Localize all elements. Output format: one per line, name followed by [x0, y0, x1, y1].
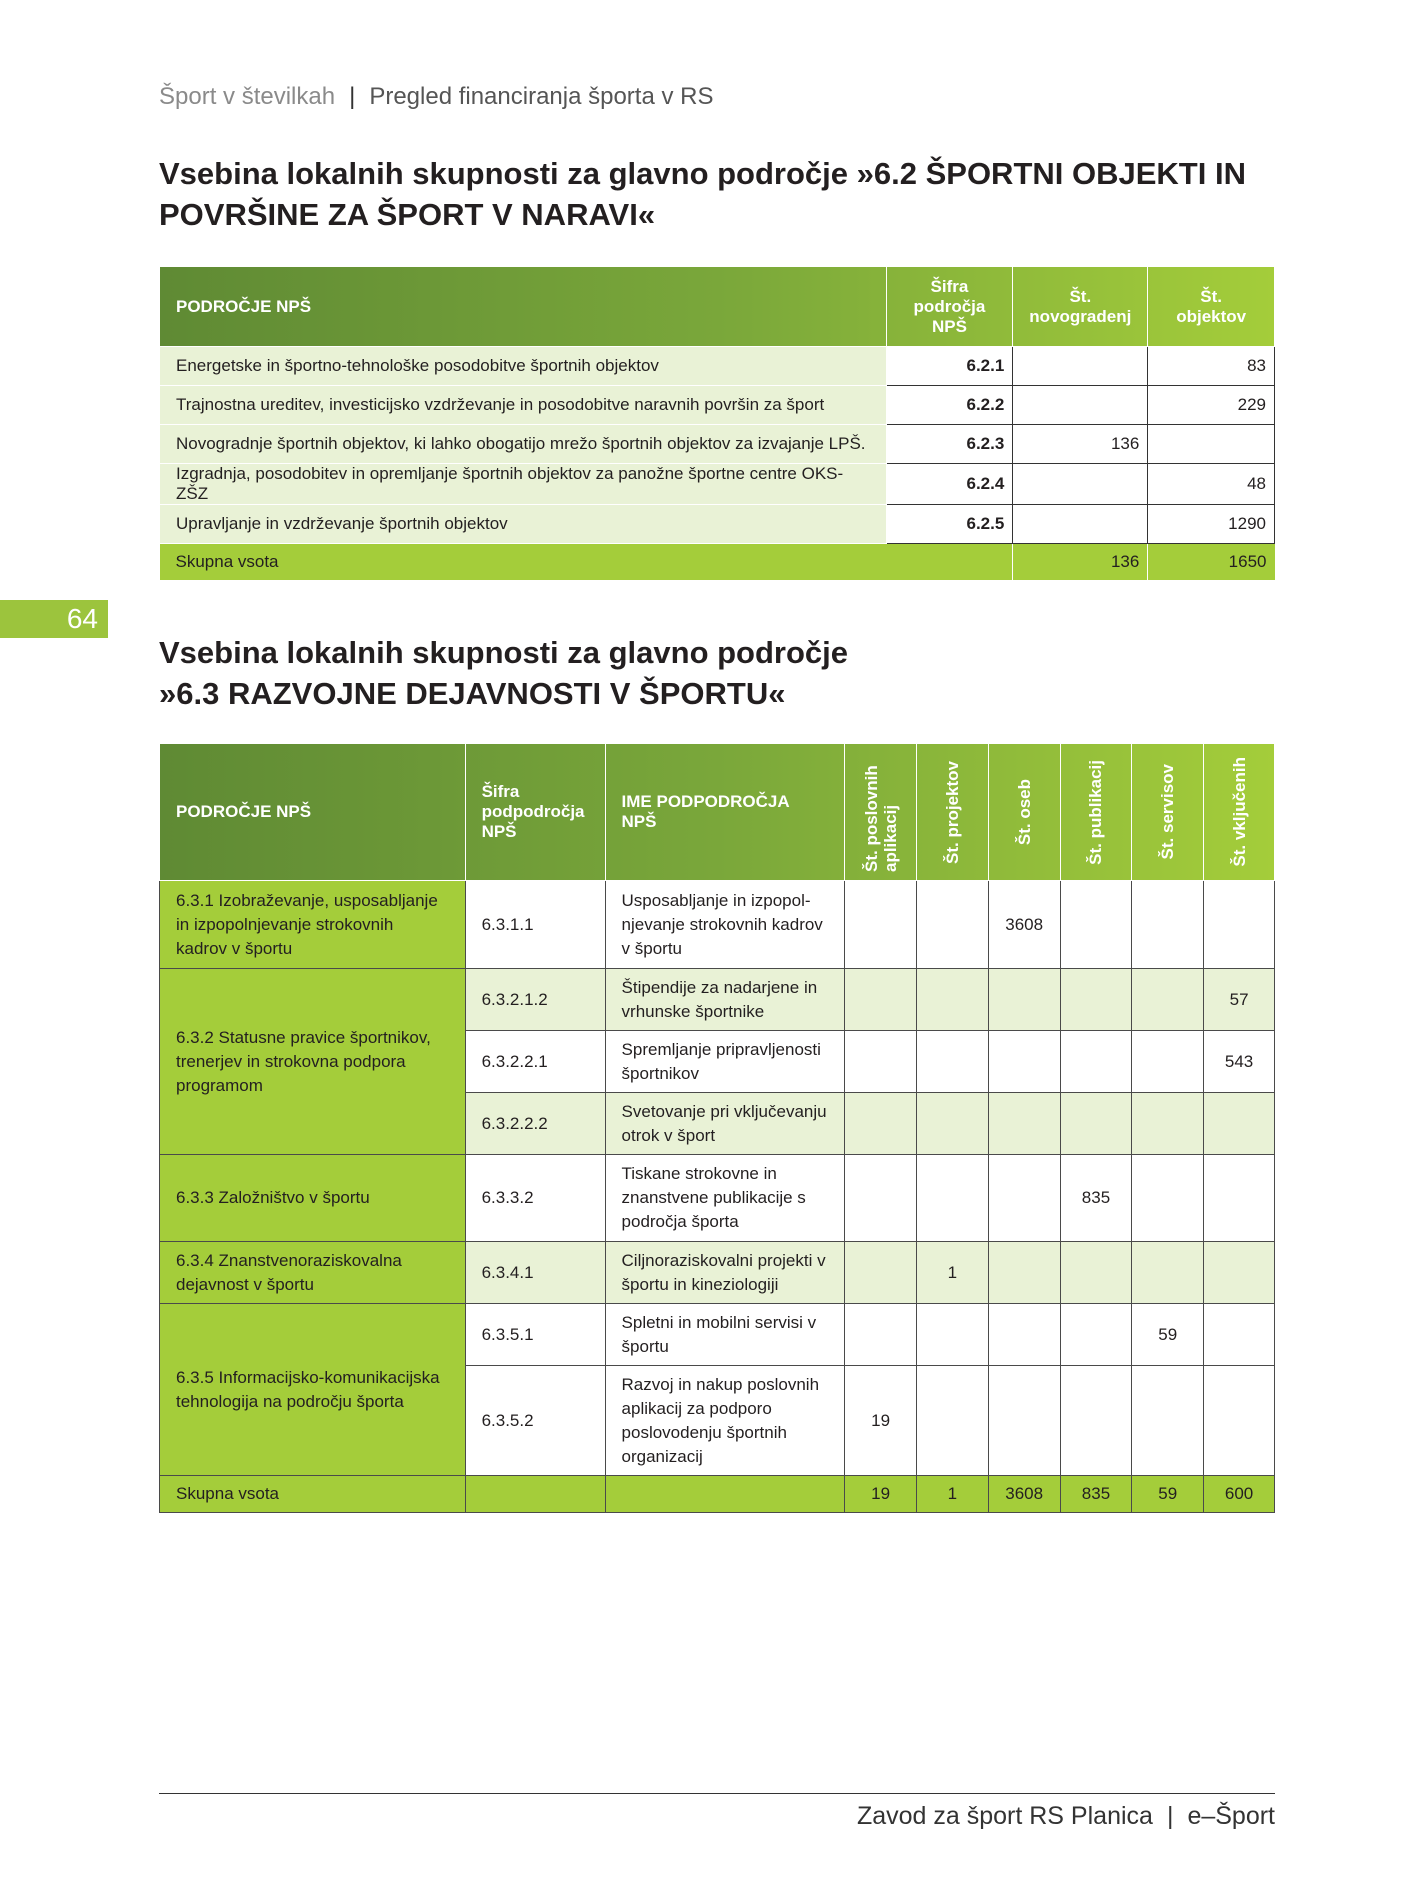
- column-header: Šifra podpodročja NPŠ: [465, 744, 605, 881]
- value-cell: [1204, 1155, 1275, 1242]
- row-area-name: Trajnostna ureditev, investicijsko vzdrževanje in posodobitve naravnih površin za šport: [160, 386, 887, 425]
- row-code: 6.2.2: [886, 386, 1013, 425]
- row-new-builds: [1013, 386, 1148, 425]
- total-empty-cell: [605, 1476, 845, 1513]
- value-cell: [988, 1155, 1060, 1242]
- table-row: [160, 386, 1275, 425]
- sub-code: 6.3.5.1: [465, 1304, 605, 1366]
- value-cell: [988, 969, 1060, 1031]
- table-row: [160, 969, 1275, 1031]
- sub-name: Spletni in mobilni servisi v športu: [605, 1304, 845, 1366]
- total-value: 59: [1132, 1476, 1204, 1513]
- value-cell: [1204, 1242, 1275, 1304]
- total-value: 3608: [988, 1476, 1060, 1513]
- value-cell: [845, 1031, 917, 1093]
- value-cell: [917, 1093, 989, 1155]
- column-header: IME PODPODROČJA NPŠ: [605, 744, 845, 881]
- value-cell: [1060, 1366, 1132, 1476]
- value-cell: [988, 1242, 1060, 1304]
- column-header: Št. projektov: [917, 744, 989, 881]
- total-value: 19: [845, 1476, 917, 1513]
- page-number-tab: 64: [0, 600, 108, 638]
- table-row: [160, 347, 1275, 386]
- footer-divider: [159, 1793, 1275, 1794]
- value-cell: [988, 1031, 1060, 1093]
- area-name: 6.3.1 Izobraževanje, usposabljanje in izpopolnjevanje strokovnih kadrov v športu: [160, 881, 466, 969]
- area-name: 6.3.4 Znanstvenoraziskovalna dejavnost v športu: [160, 1242, 466, 1304]
- table-row: [160, 1155, 1275, 1242]
- sub-name: Svetovanje pri vključevanju otrok v šport: [605, 1093, 845, 1155]
- row-area-name: Upravljanje in vzdrževanje športnih objektov: [160, 505, 887, 544]
- value-cell: [1204, 1304, 1275, 1366]
- value-cell: [1060, 881, 1132, 969]
- sub-code: 6.3.5.2: [465, 1366, 605, 1476]
- column-header: Št. servisov: [1132, 744, 1204, 881]
- area-name: 6.3.5 Informacijsko-komunikacijska tehnologija na področju športa: [160, 1304, 466, 1476]
- value-cell: 543: [1204, 1031, 1275, 1093]
- total-value: 835: [1060, 1476, 1132, 1513]
- sub-name: Razvoj in nakup poslovnih aplikacij za podporo poslovodenju športnih organizacij: [605, 1366, 845, 1476]
- header-chapter: Pregled financiranja športa v RS: [369, 83, 714, 110]
- footer-series: e–Šport: [1187, 1802, 1275, 1830]
- value-cell: [1204, 881, 1275, 969]
- sub-code: 6.3.1.1: [465, 881, 605, 969]
- value-cell: [917, 881, 989, 969]
- row-code: 6.2.5: [886, 505, 1013, 544]
- sub-code: 6.3.2.1.2: [465, 969, 605, 1031]
- sub-name: Spremljanje pripravljenosti športnikov: [605, 1031, 845, 1093]
- column-header: PODROČJE NPŠ: [160, 267, 887, 347]
- development-activities-table: [159, 743, 1275, 1513]
- column-header: Št. poslovnih aplikacij: [845, 744, 917, 881]
- table-header-row: [160, 267, 1275, 347]
- area-name: 6.3.2 Statusne pravice športnikov, trenerjev in strokovna podpora programom: [160, 969, 466, 1155]
- row-objects: 229: [1148, 386, 1275, 425]
- value-cell: [917, 969, 989, 1031]
- value-cell: [1132, 1366, 1204, 1476]
- value-cell: [845, 969, 917, 1031]
- footer-publisher: Zavod za šport RS Planica: [856, 1802, 1153, 1830]
- row-objects: 1290: [1148, 505, 1275, 544]
- section2-title-line1: Vsebina lokalnih skupnosti za glavno področje: [159, 635, 849, 670]
- sports-facilities-table: [159, 266, 1275, 580]
- row-area-name: Energetske in športno-tehnološke posodobitve športnih objektov: [160, 347, 887, 386]
- table-row: [160, 1242, 1275, 1304]
- value-cell: [1204, 1093, 1275, 1155]
- table-row: [160, 505, 1275, 544]
- column-header: Št. objektov: [1148, 267, 1275, 347]
- total-new-builds: 136: [1013, 544, 1148, 581]
- value-cell: 3608: [988, 881, 1060, 969]
- column-header: Št. vključenih: [1204, 744, 1275, 881]
- value-cell: [1060, 1093, 1132, 1155]
- section2-title: [159, 632, 1059, 714]
- column-header: Šifra področja NPŠ: [886, 267, 1013, 347]
- total-label: Skupna vsota: [160, 544, 1013, 581]
- sub-code: 6.3.2.2.2: [465, 1093, 605, 1155]
- row-objects: 48: [1148, 464, 1275, 505]
- row-new-builds: [1013, 347, 1148, 386]
- value-cell: [917, 1155, 989, 1242]
- table-total-row: [160, 1476, 1275, 1513]
- value-cell: [1132, 1031, 1204, 1093]
- table-row: [160, 425, 1275, 464]
- value-cell: 835: [1060, 1155, 1132, 1242]
- total-objects: 1650: [1148, 544, 1275, 581]
- table-header-row: [160, 744, 1275, 881]
- row-code: 6.2.4: [886, 464, 1013, 505]
- value-cell: [1132, 969, 1204, 1031]
- value-cell: [917, 1304, 989, 1366]
- value-cell: [988, 1093, 1060, 1155]
- header-separator: |: [349, 83, 356, 110]
- header-publication: Šport v številkah: [159, 83, 336, 110]
- running-footer: [857, 1802, 1275, 1831]
- total-value: 600: [1204, 1476, 1275, 1513]
- value-cell: [845, 1155, 917, 1242]
- row-new-builds: 136: [1013, 425, 1148, 464]
- table-row: [160, 1304, 1275, 1366]
- row-area-name: Izgradnja, posodobitev in opremljanje športnih objektov za panožne športne centre OKS-ZŠZ: [160, 464, 887, 505]
- total-value: 1: [917, 1476, 989, 1513]
- table-total-row: [160, 544, 1275, 581]
- value-cell: [917, 1031, 989, 1093]
- row-new-builds: [1013, 464, 1148, 505]
- sub-code: 6.3.2.2.1: [465, 1031, 605, 1093]
- value-cell: 19: [845, 1366, 917, 1476]
- value-cell: [988, 1366, 1060, 1476]
- value-cell: [845, 1093, 917, 1155]
- sub-name: Usposabljanje in izpopol-njevanje strokovnih kadrov v športu: [605, 881, 845, 969]
- value-cell: [845, 881, 917, 969]
- row-objects: [1148, 425, 1275, 464]
- footer-separator: |: [1166, 1802, 1174, 1830]
- column-header: Št. oseb: [988, 744, 1060, 881]
- row-code: 6.2.3: [886, 425, 1013, 464]
- section2-title-line2: »6.3 RAZVOJNE DEJAVNOSTI V ŠPORTU«: [159, 676, 786, 711]
- value-cell: [1060, 969, 1132, 1031]
- column-header: Št. novogradenj: [1013, 267, 1148, 347]
- row-code: 6.2.1: [886, 347, 1013, 386]
- value-cell: [1132, 1093, 1204, 1155]
- total-label: Skupna vsota: [160, 1476, 466, 1513]
- value-cell: [1132, 881, 1204, 969]
- column-header: Št. publikacij: [1060, 744, 1132, 881]
- sub-name: Štipendije za nadarjene in vrhunske športnike: [605, 969, 845, 1031]
- value-cell: 1: [917, 1242, 989, 1304]
- total-empty-cell: [465, 1476, 605, 1513]
- value-cell: 57: [1204, 969, 1275, 1031]
- sub-name: Tiskane strokovne in znanstvene publikacije s področja športa: [605, 1155, 845, 1242]
- sub-code: 6.3.4.1: [465, 1242, 605, 1304]
- row-new-builds: [1013, 505, 1148, 544]
- value-cell: [845, 1304, 917, 1366]
- sub-code: 6.3.3.2: [465, 1155, 605, 1242]
- sub-name: Ciljnoraziskovalni projekti v športu in kineziologiji: [605, 1242, 845, 1304]
- value-cell: [845, 1242, 917, 1304]
- section1-title: Vsebina lokalnih skupnosti za glavno področje »6.2 ŠPORTNI OBJEKTI IN POVRŠINE ZA ŠPORT V NARAVI«: [159, 156, 1246, 232]
- row-objects: 83: [1148, 347, 1275, 386]
- value-cell: 59: [1132, 1304, 1204, 1366]
- value-cell: [1132, 1155, 1204, 1242]
- running-header: [159, 83, 714, 111]
- value-cell: [917, 1366, 989, 1476]
- row-area-name: Novogradnje športnih objektov, ki lahko obogatijo mrežo športnih objektov za izvajanje LPŠ.: [160, 425, 887, 464]
- value-cell: [1132, 1242, 1204, 1304]
- column-header: PODROČJE NPŠ: [160, 744, 466, 881]
- value-cell: [1060, 1242, 1132, 1304]
- value-cell: [1060, 1304, 1132, 1366]
- area-name: 6.3.3 Založništvo v športu: [160, 1155, 466, 1242]
- value-cell: [1204, 1366, 1275, 1476]
- table-row: [160, 881, 1275, 969]
- value-cell: [1060, 1031, 1132, 1093]
- table-row: [160, 464, 1275, 505]
- value-cell: [988, 1304, 1060, 1366]
